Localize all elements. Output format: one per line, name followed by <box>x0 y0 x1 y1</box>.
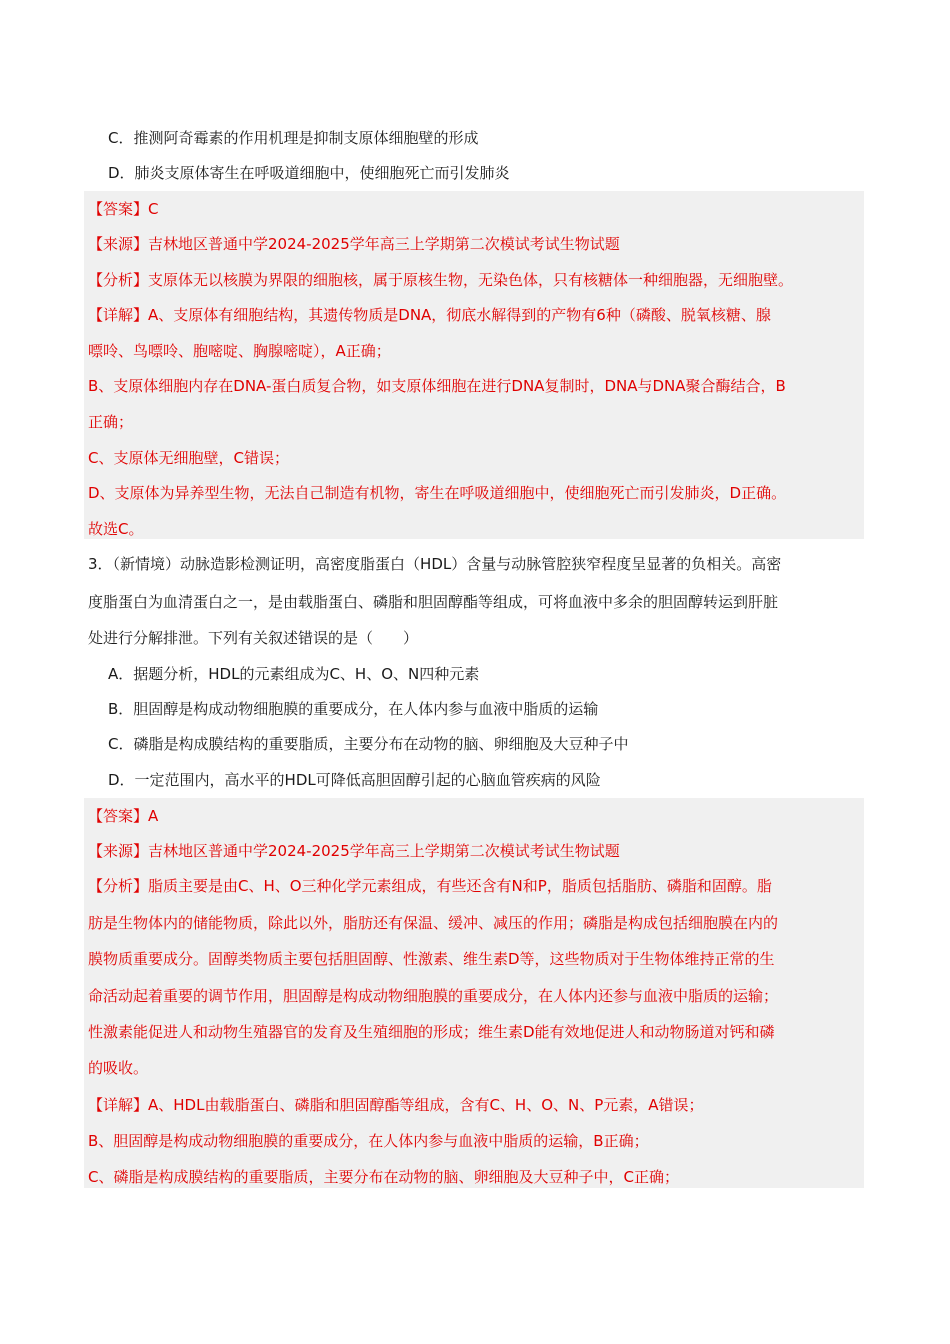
q3-analysis-line: 命活动起着重要的调节作用，胆固醇是构成动物细胞膜的重要成分，在人体内还参与血液中脂质的运输； <box>88 987 779 1005</box>
q2-detail-line: 【详解】A、支原体有细胞结构，其遗传物质是DNA，彻底水解得到的产物有6种（磷酸、脱氧核糖、腺 <box>88 306 771 324</box>
q3-answer: 【答案】A <box>88 807 159 825</box>
q2-option-d: D．肺炎支原体寄生在呼吸道细胞中，使细胞死亡而引发肺炎 <box>108 164 510 182</box>
q3-detail-line: B、胆固醇是构成动物细胞膜的重要成分，在人体内参与血液中脂质的运输，B正确； <box>88 1132 649 1150</box>
q2-detail-line: B、支原体细胞内存在DNA-蛋白质复合物，如支原体细胞在进行DNA复制时，DNA与DNA聚合酶结合，B <box>88 377 786 395</box>
q2-answer: 【答案】C <box>88 200 159 218</box>
q2-option-c: C．推测阿奇霉素的作用机理是抑制支原体细胞壁的形成 <box>108 129 479 147</box>
q3-option-a: A．据题分析，HDL的元素组成为C、H、O、N四种元素 <box>108 665 480 683</box>
q3-stem-line: 处进行分解排泄。下列有关叙述错误的是（ ） <box>88 629 419 647</box>
q3-stem-line: 3．（新情境）动脉造影检测证明，高密度脂蛋白（HDL）含量与动脉管腔狭窄程度呈显著的负相关。高密 <box>88 555 782 573</box>
q3-detail-line: 【详解】A、HDL由载脂蛋白、磷脂和胆固醇酯等组成，含有C、H、O、N、P元素，A错误； <box>88 1096 704 1114</box>
q3-option-d: D．一定范围内，高水平的HDL可降低高胆固醇引起的心脑血管疾病的风险 <box>108 771 601 789</box>
q3-option-c: C．磷脂是构成膜结构的重要脂质，主要分布在动物的脑、卵细胞及大豆种子中 <box>108 735 629 753</box>
q3-detail-line: C、磷脂是构成膜结构的重要脂质，主要分布在动物的脑、卵细胞及大豆种子中，C正确； <box>88 1168 679 1186</box>
q2-detail-line: 嘌呤、鸟嘌呤、胞嘧啶、胸腺嘧啶），A正确； <box>88 342 391 360</box>
q3-analysis-line: 【分析】脂质主要是由C、H、O三种化学元素组成，有些还含有N和P，脂质包括脂肪、磷脂和固醇。脂 <box>88 877 772 895</box>
q3-analysis-line: 的吸收。 <box>88 1059 149 1077</box>
q3-stem-line: 度脂蛋白为血清蛋白之一，是由载脂蛋白、磷脂和胆固醇酯等组成，可将血液中多余的胆固醇转运到肝脏 <box>88 593 779 611</box>
q2-source: 【来源】吉林地区普通中学2024-2025学年高三上学期第二次模试考试生物试题 <box>88 235 620 253</box>
q3-analysis-line: 膜物质重要成分。固醇类物质主要包括胆固醇、性激素、维生素D等，这些物质对于生物体维持正常的生 <box>88 950 775 968</box>
q2-detail-line: C、支原体无细胞壁，C错误； <box>88 449 289 467</box>
q3-analysis-line: 性激素能促进人和动物生殖器官的发育及生殖细胞的形成；维生素D能有效地促进人和动物肠道对钙和磷 <box>88 1023 775 1041</box>
q2-analysis: 【分析】支原体无以核膜为界限的细胞核，属于原核生物，无染色体，只有核糖体一种细胞器，无细胞壁。 <box>88 271 794 289</box>
q2-detail-line: 正确； <box>88 413 134 431</box>
q3-option-b: B．胆固醇是构成动物细胞膜的重要成分，在人体内参与血液中脂质的运输 <box>108 700 599 718</box>
q2-detail-line: 故选C。 <box>88 520 144 538</box>
q2-detail-line: D、支原体为异养型生物，无法自己制造有机物，寄生在呼吸道细胞中，使细胞死亡而引发肺炎，D正确。 <box>88 484 787 502</box>
q3-analysis-line: 肪是生物体内的储能物质，除此以外，脂肪还有保温、缓冲、减压的作用；磷脂是构成包括细胞膜在内的 <box>88 914 779 932</box>
q3-source: 【来源】吉林地区普通中学2024-2025学年高三上学期第二次模试考试生物试题 <box>88 842 620 860</box>
